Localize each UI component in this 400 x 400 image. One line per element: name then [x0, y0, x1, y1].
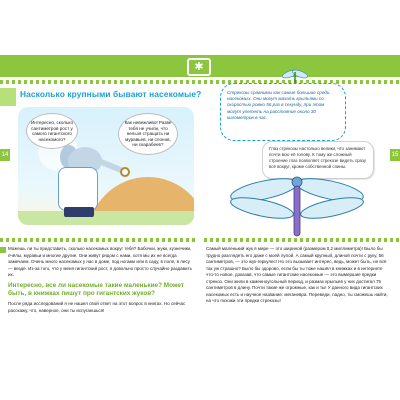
callout-fact-eyes: Глаз стрекозы настолько велики, что занимают почти всю её голову. К тому же сложный строение глаз позволяет стрекозе видеть сразу всё вокруг, кроме собственной спины.: [262, 141, 374, 179]
beetle-paragraph: Самый маленький жук в мире — это шириной (размером 0,2 миллиметра)! Было бы трудно разглядеть его даже с моей лупой. А самый крупный, длиной почти с руку, 56 сантиметров, — это жук-геркулес! Но это вызывает интерес, ведь, может быть, не всё так уж страшно? Было бы здорово, если бы ты тоже нашёл в книжках и в интернете что-то новое, доказав, что самые гигантские насекомые — это вымершие предки стрекоз. Они жили в каменноугольный период, и размах крыльев у них достигал 75 сантиметров в длину. Почти такие же огромные, как и ты! У данного вида гигантских насекомых есть и научное название: меганевра. Переведи, ладно, ты сможешь найти, на что похожи эти предки стрекозы!: [206, 246, 388, 304]
page-number-right: 15: [390, 149, 400, 161]
text-column-left: [8, 246, 194, 314]
page-title: Насколько крупными бывают насекомые?: [20, 89, 202, 99]
elephant-illustration: [18, 107, 194, 225]
speech-bubble-right: Как невежливо! Разве тебя не учили, что нельзя стращать ни муравьев, ни слонов, ни скарабеев?: [118, 113, 178, 155]
question-heading: Интересно, все ли насекомые такие маленькие? Может быть, в книжках пишут про гигантских жуков?: [8, 281, 184, 297]
callout-fact-top: Стрекозы сравнимы как самые большие среди насекомых. Они могут махать крыльями со скоростью ровно 56 раз в секунду, при этом могут улететь на расстояние около 30 километров в час.: [220, 83, 346, 141]
chevron-divider-top: [0, 80, 400, 84]
speech-bubble-left: Интересно, сколько сантиметров рост у самого гигантского насекомого?: [26, 113, 78, 149]
intro-paragraph: Можешь ли ты представить, сколько насекомых вокруг тебя? Бабочки, жуки, кузнечики, пчёлы, муравьи и многие другие. Они живут рядом с нами, хотя мы их не всегда замечаем. Очень много насекомых у нас в доме, под ногами или в саду, в поле, в лесу — везде. Из-за того, что у меня гигантский рост, я довольно просто случайно раздавить их.: [8, 246, 192, 278]
bullet-marker: [0, 247, 6, 253]
text-column-right: [206, 246, 392, 305]
after-paragraph: После ряда исследований я не нашел свой ответ на этот вопрос в книгах. Но сейчас расскажу, что, наверное, они ты испугаешься!: [8, 301, 186, 313]
chevron-divider-left: [0, 238, 196, 242]
dragonfly-icon: [226, 168, 376, 240]
page-number-left: 14: [0, 149, 10, 161]
elephant-body: [58, 167, 98, 211]
chevron-divider-right: [204, 238, 400, 242]
header-badge: [187, 58, 211, 76]
elephant-legs: [64, 207, 94, 217]
gear-star-icon: ✱: [194, 60, 204, 73]
ground: [18, 211, 194, 225]
magnifier-icon: [120, 167, 130, 177]
